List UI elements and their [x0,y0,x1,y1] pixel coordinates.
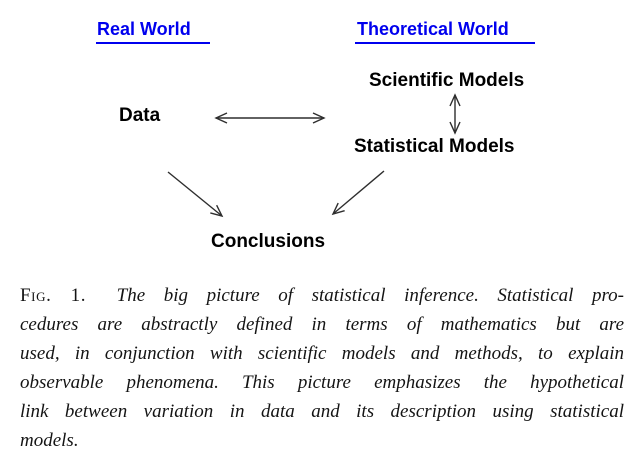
figure-caption [20,281,624,450]
caption-text: The big picture of statistical inference. Statistical pro- [116,285,624,306]
caption-line: cedures are abstractly defined in terms of mathematics but are [20,314,624,335]
caption-line [20,281,624,310]
scientific-models-node: Scientific Models [369,70,525,91]
figure-number-label: Fig. 1. [20,285,87,306]
statistical-models-conclusions-arrow [333,171,384,214]
data-node: Data [119,105,161,126]
caption-line: models. [20,430,79,450]
real-world-header: Real World [96,20,210,44]
theoretical-world-header: Theoretical World [355,20,535,44]
conclusions-node: Conclusions [211,231,326,252]
caption-line: observable phenomena. This picture emphasizes the hypothetical [20,372,624,393]
caption-line: link between variation in data and its description using statistical [20,401,624,422]
caption-line: used, in conjunction with scientific models and methods, to explain [20,343,624,364]
statistical-models-node: Statistical Models [354,136,515,157]
data-conclusions-arrow [168,172,222,216]
